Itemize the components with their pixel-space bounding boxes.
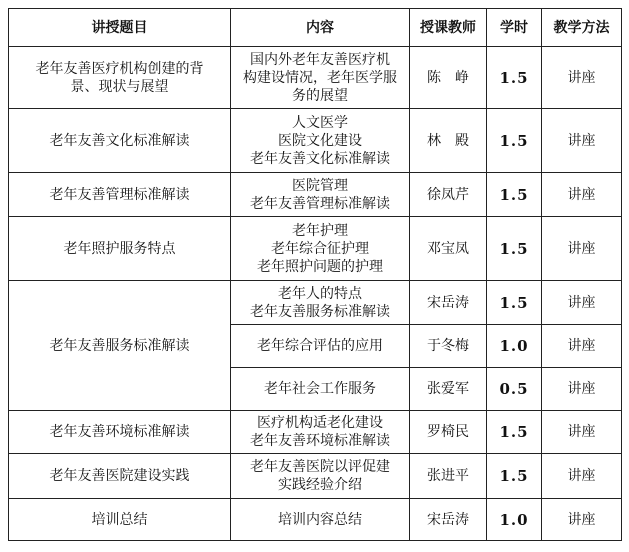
hours-cell: 1.0 [487, 325, 542, 368]
topic-cell: 老年照护服务特点 [9, 217, 231, 281]
topic-cell: 老年友善文化标准解读 [9, 109, 231, 173]
method-cell: 讲座 [542, 325, 622, 368]
table-row [9, 217, 622, 281]
teacher-cell: 林 殿 [410, 109, 487, 173]
teacher-cell: 于冬梅 [410, 325, 487, 368]
teacher-cell: 宋岳涛 [410, 281, 487, 325]
hours-cell: 1.5 [487, 109, 542, 173]
teacher-cell: 徐凤芹 [410, 173, 487, 217]
content-cell [231, 368, 410, 411]
header-method: 教学方法 [542, 9, 622, 47]
topic-cell: 老年友善医院建设实践 [9, 454, 231, 499]
content-cell [231, 499, 410, 541]
teacher-cell: 邓宝凤 [410, 217, 487, 281]
header-content: 内容 [231, 9, 410, 47]
header-teacher: 授课教师 [410, 9, 487, 47]
content-line: 培训内容总结 [278, 511, 362, 528]
content-line: 老年社会工作服务 [264, 381, 376, 397]
content-line: 老年护理 [292, 222, 348, 239]
topic-cell: 老年友善服务标准解读 [9, 281, 231, 411]
table-row [9, 281, 622, 325]
topic-cell: 老年友善环境标准解读 [9, 411, 231, 454]
header-row [9, 9, 622, 47]
hours-cell: 1.5 [487, 173, 542, 217]
table-row [9, 454, 622, 499]
topic-text: 老年友善医疗机构创建的背景、现状与展望 [35, 60, 204, 95]
content-line: 人文医学 [292, 114, 348, 131]
content-line: 实践经验介绍 [278, 477, 362, 493]
teacher-cell: 宋岳涛 [410, 499, 487, 541]
content-cell [231, 173, 410, 217]
hours-cell: 1.5 [487, 454, 542, 499]
content-line: 老年友善服务标准解读 [250, 303, 390, 320]
content-line: 医疗机构适老化建设 [257, 415, 383, 431]
content-line: 构建设情况，老年医学服 [243, 69, 397, 86]
content-line: 老年综合评估的应用 [257, 338, 383, 354]
table-row [9, 173, 622, 217]
content-line: 老年友善管理标准解读 [250, 195, 390, 212]
method-cell: 讲座 [542, 281, 622, 325]
schedule-sheet [8, 8, 622, 541]
hours-cell: 1.5 [487, 217, 542, 281]
table-row [9, 47, 622, 109]
topic-cell: 老年友善管理标准解读 [9, 173, 231, 217]
content-line: 老年友善环境标准解读 [250, 433, 390, 449]
content-line: 老年友善医院以评促建 [250, 459, 390, 475]
content-line: 医院文化建设 [278, 132, 362, 149]
content-cell [231, 325, 410, 368]
content-line: 老年友善文化标准解读 [250, 150, 390, 167]
content-line: 老年综合征护理 [271, 240, 369, 257]
content-line: 老年照护问题的护理 [257, 258, 383, 275]
content-cell [231, 454, 410, 499]
content-line: 医院管理 [292, 177, 348, 194]
header-topic: 讲授题目 [9, 9, 231, 47]
method-cell: 讲座 [542, 499, 622, 541]
hours-cell: 1.5 [487, 411, 542, 454]
hours-cell: 1.5 [487, 47, 542, 109]
content-cell [231, 217, 410, 281]
table-row [9, 411, 622, 454]
hours-cell: 1.5 [487, 281, 542, 325]
content-cell [231, 411, 410, 454]
content-line: 国内外老年友善医疗机 [250, 51, 390, 68]
method-cell: 讲座 [542, 47, 622, 109]
table-row [9, 109, 622, 173]
method-cell: 讲座 [542, 173, 622, 217]
method-cell: 讲座 [542, 109, 622, 173]
content-line: 老年人的特点 [278, 285, 362, 302]
header-hours: 学时 [487, 9, 542, 47]
hours-cell: 1.0 [487, 499, 542, 541]
method-cell: 讲座 [542, 454, 622, 499]
content-cell [231, 281, 410, 325]
teacher-cell: 张进平 [410, 454, 487, 499]
teacher-cell: 罗椅民 [410, 411, 487, 454]
teacher-cell: 陈 峥 [410, 47, 487, 109]
content-cell [231, 109, 410, 173]
content-line: 务的展望 [292, 87, 348, 104]
method-cell: 讲座 [542, 217, 622, 281]
training-schedule-table [8, 8, 622, 541]
topic-cell: 培训总结 [9, 499, 231, 541]
method-cell: 讲座 [542, 411, 622, 454]
topic-cell [9, 47, 231, 109]
teacher-cell: 张爱军 [410, 368, 487, 411]
table-row [9, 499, 622, 541]
content-cell [231, 47, 410, 109]
hours-cell: 0.5 [487, 368, 542, 411]
method-cell: 讲座 [542, 368, 622, 411]
